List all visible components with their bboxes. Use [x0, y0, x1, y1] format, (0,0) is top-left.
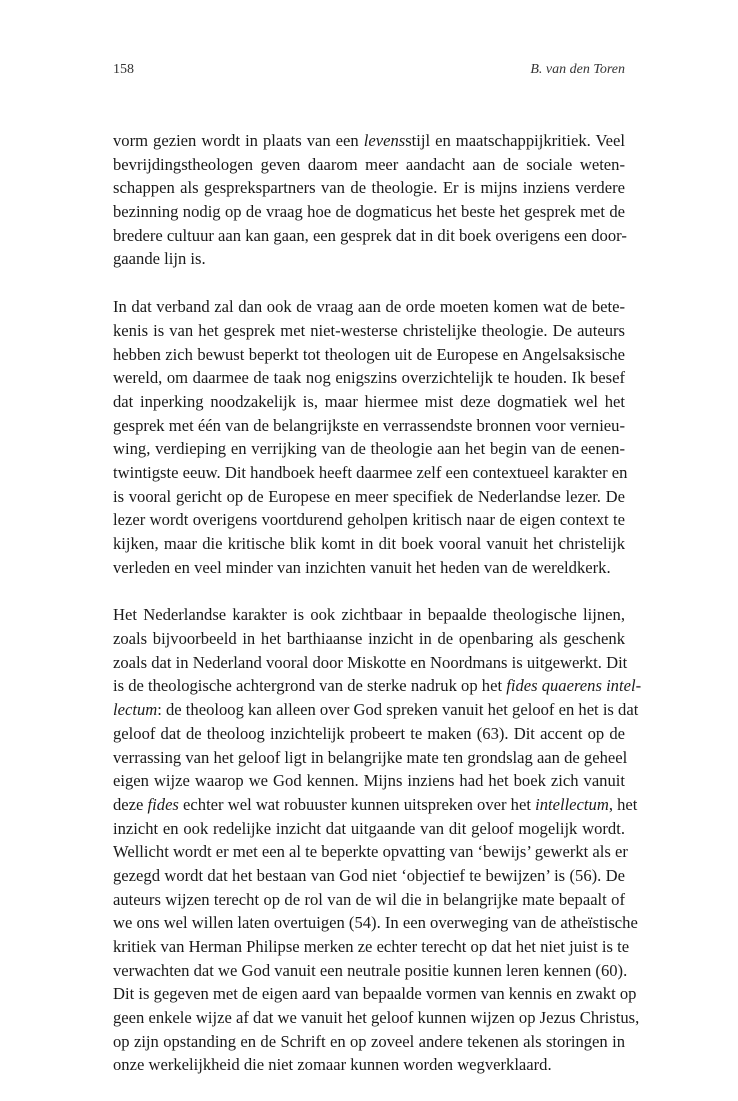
- text-segment: kritiek van Herman Philipse merken ze echter terecht op dat het niet juist is te: [113, 937, 630, 956]
- text-line: [113, 153, 625, 177]
- text-segment: gesprek met één van de belangrijkste en verrassendste bronnen voor vernieu-: [113, 415, 625, 435]
- text-segment: bevrijdingstheologen geven daarom meer aandacht aan de sociale weten-: [113, 154, 625, 174]
- paragraph: [113, 603, 642, 1077]
- text-line: [113, 129, 625, 153]
- text-segment: auteurs wijzen terecht op de rol van de wil die in belangrijke mate bepaalt of: [113, 889, 625, 909]
- text-line: [113, 343, 625, 367]
- text-segment: schappen als gesprekspartners van de theologie. Er is mijns inziens verdere: [113, 178, 625, 198]
- text-line: [113, 1030, 625, 1054]
- text-segment: Het Nederlandse karakter is ook zichtbaar in bepaalde theologische lijnen,: [113, 605, 625, 625]
- text-segment: verleden en veel minder van inzichten vanuit het heden van de wereldkerk.: [113, 557, 611, 577]
- text-segment: Wellicht wordt er met een al te beperkte opvatting van ‘bewijs’ gewerkt als er: [113, 842, 628, 862]
- italic-text: levens: [363, 131, 406, 150]
- text-line: [113, 200, 625, 224]
- text-segment: echter wel wat robuuster kunnen uitspreken over het: [178, 794, 536, 814]
- text-line: [113, 556, 625, 580]
- text-segment: twintigste eeuw. Dit handboek heeft daarmee zelf een contextueel karakter en: [113, 462, 628, 482]
- text-segment: gaande lijn is.: [113, 249, 206, 269]
- text-line: [113, 603, 625, 627]
- text-line: [113, 698, 639, 722]
- text-line: [113, 532, 625, 556]
- text-line: [113, 414, 625, 438]
- italic-text: fides quaerens intel-: [506, 676, 642, 696]
- text-line: [113, 888, 625, 912]
- text-line: [113, 485, 625, 509]
- text-segment: zoals bijvoorbeeld in het barthiaanse inzicht in de openbaring als geschenk: [113, 629, 625, 649]
- text-line: [113, 295, 625, 319]
- text-line: [113, 627, 625, 651]
- text-segment: is vooral gericht op de Europese en meer specifiek de Nederlandse lezer. De: [113, 486, 625, 506]
- text-segment: deze: [113, 794, 148, 814]
- text-line: [113, 1053, 625, 1077]
- text-segment: bezinning nodig op de vraag hoe de dogmaticus het beste het gesprek met de: [113, 202, 625, 222]
- text-line: [113, 390, 625, 414]
- text-segment: is de theologische achtergrond van de sterke nadruk op het: [113, 676, 507, 696]
- text-segment: : de theoloog kan alleen over God spreken vanuit het geloof en het is dat: [157, 700, 639, 720]
- text-segment: zoals dat in Nederland vooral door Miskotte en Noordmans is uitgewerkt. Dit: [113, 652, 628, 672]
- text-line: [113, 982, 637, 1006]
- body-text: [113, 129, 642, 1101]
- text-segment: kenis is van het gesprek met niet-westerse christelijke theologie. De auteurs: [113, 320, 625, 340]
- page-header: [113, 62, 625, 82]
- text-line: [113, 319, 625, 343]
- text-segment: eigen wijze waarop we God kennen. Mijns inziens had het boek zich vanuit: [113, 771, 625, 791]
- text-line: [113, 722, 625, 746]
- text-segment: we ons wel willen laten overtuigen (54). In een overweging van de atheïstische: [113, 913, 638, 933]
- text-line: [113, 959, 628, 983]
- text-segment: kijken, maar die kritische blik komt in dit boek vooral vanuit het christelijk: [113, 534, 625, 553]
- text-line: [113, 840, 628, 864]
- text-line: [113, 437, 625, 461]
- text-line: [113, 864, 625, 888]
- text-segment: gezegd wordt dat het bestaan van God niet ‘objectief te bewijzen’ is (56). De: [113, 865, 625, 885]
- text-line: [113, 176, 625, 200]
- text-line: [113, 1006, 640, 1030]
- text-segment: lezer wordt overigens voortdurend geholpen kritisch naar de eigen context te: [113, 510, 625, 530]
- text-segment: inzicht en ook redelijke inzicht dat uitgaande van dit geloof mogelijk wordt.: [113, 818, 625, 838]
- text-line: [113, 793, 638, 817]
- text-line: [113, 224, 625, 248]
- text-line: [113, 746, 628, 770]
- text-segment: vorm gezien wordt in plaats van een: [113, 131, 364, 150]
- text-line: [113, 911, 638, 935]
- text-line: [113, 651, 628, 675]
- text-line: [113, 247, 625, 271]
- italic-text: lectum: [113, 700, 158, 720]
- text-line: [113, 366, 625, 390]
- text-segment: onze werkelijkheid die niet zomaar kunnen worden wegverklaard.: [113, 1055, 552, 1075]
- running-head-author: B. van den Toren: [530, 62, 625, 77]
- text-segment: stijl en maatschappijkritiek. Veel: [405, 131, 625, 150]
- text-segment: Dit is gegeven met de eigen aard van bepaalde vormen van kennis en zwakt op: [113, 984, 637, 1004]
- text-segment: verrassing van het geloof ligt in belangrijke mate ten grondslag aan de geheel: [113, 747, 628, 767]
- text-segment: bredere cultuur aan kan gaan, een gesprek dat in dit boek overigens een door-: [113, 225, 627, 245]
- paragraph: [113, 129, 625, 271]
- text-segment: wing, verdieping en verrijking van de theologie aan het begin van de eenen-: [113, 439, 625, 459]
- text-segment: wereld, om daarmee de taak nog enigszins overzichtelijk te houden. Ik besef: [113, 368, 625, 388]
- text-line: [113, 508, 625, 532]
- text-line: [113, 817, 625, 841]
- text-line: [113, 674, 642, 698]
- text-segment: In dat verband zal dan ook de vraag aan de orde moeten komen wat de bete-: [113, 297, 625, 317]
- text-segment: , het: [608, 794, 638, 814]
- text-line: [113, 461, 628, 485]
- text-segment: geen enkele wijze af dat we vanuit het geloof kunnen wijzen op Jezus Christus,: [113, 1008, 640, 1028]
- text-segment: op zijn opstanding en de Schrift en op zoveel andere tekenen als storingen in: [113, 1031, 625, 1051]
- text-segment: geloof dat de theoloog inzichtelijk probeert te maken (63). Dit accent op de: [113, 723, 625, 743]
- paragraph: [113, 295, 628, 579]
- text-segment: hebben zich bewust beperkt tot theologen uit de Europese en Angelsaksische: [113, 344, 625, 364]
- italic-text: intellectum: [535, 794, 609, 814]
- text-line: [113, 769, 625, 793]
- text-line: [113, 935, 630, 959]
- text-segment: verwachten dat we God vanuit een neutrale positie kunnen leren kennen (60).: [113, 960, 628, 980]
- text-segment: dat inperking noodzakelijk is, maar hiermee mist deze dogmatiek wel het: [113, 391, 625, 411]
- italic-text: fides: [147, 794, 179, 814]
- page-number: 158: [113, 62, 134, 77]
